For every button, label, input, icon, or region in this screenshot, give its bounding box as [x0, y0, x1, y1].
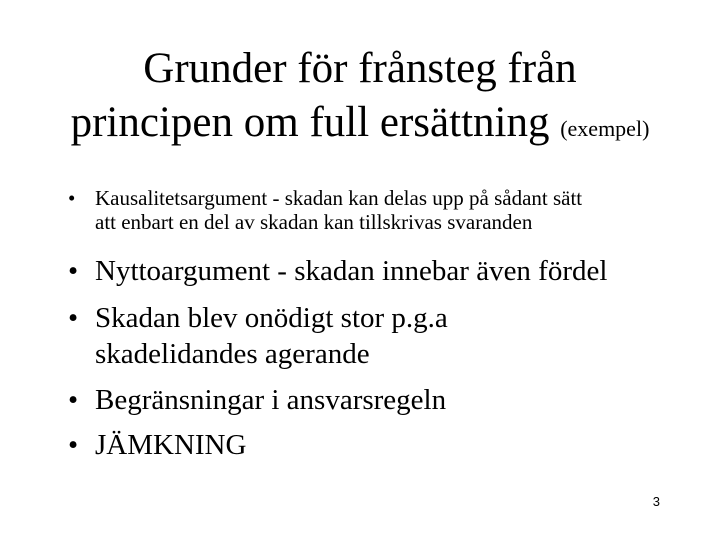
slide-title — [40, 42, 680, 156]
bullet-marker: • — [68, 429, 79, 461]
bullet-text-line: Kausalitetsargument - skadan kan delas upp på sådant sätt — [95, 186, 583, 210]
bullet-item-jamkning — [68, 427, 695, 463]
title-line-2 — [40, 96, 680, 156]
bullet-text-line: Skadan blev onödigt stor p.g.a — [95, 302, 448, 334]
bullet-text-line: att enbart en del av skadan kan tillskrivas svaranden — [95, 210, 533, 234]
title-line-2-text: principen om full ersättning — [70, 99, 550, 146]
bullet-marker: • — [68, 384, 79, 416]
bullet-marker: • — [68, 186, 76, 210]
bullet-item-skadan — [68, 300, 695, 372]
bullet-marker: • — [68, 255, 79, 287]
page-number: 3 — [652, 494, 660, 509]
bullet-item-nytto — [68, 253, 695, 289]
bullet-marker: • — [68, 302, 79, 334]
bullet-item-kausalitet — [68, 186, 695, 234]
title-line-1: Grunder för frånsteg från — [143, 45, 577, 92]
title-suffix: (exempel) — [560, 116, 650, 141]
bullet-item-begransningar — [68, 382, 695, 418]
bullet-text-line: skadelidandes agerande — [95, 338, 370, 370]
bullet-text-line: Begränsningar i ansvarsregeln — [95, 384, 447, 416]
bullet-text-line: JÄMKNING — [95, 429, 247, 461]
bullet-text-line: Nyttoargument - skadan innebar även fördel — [95, 255, 608, 287]
